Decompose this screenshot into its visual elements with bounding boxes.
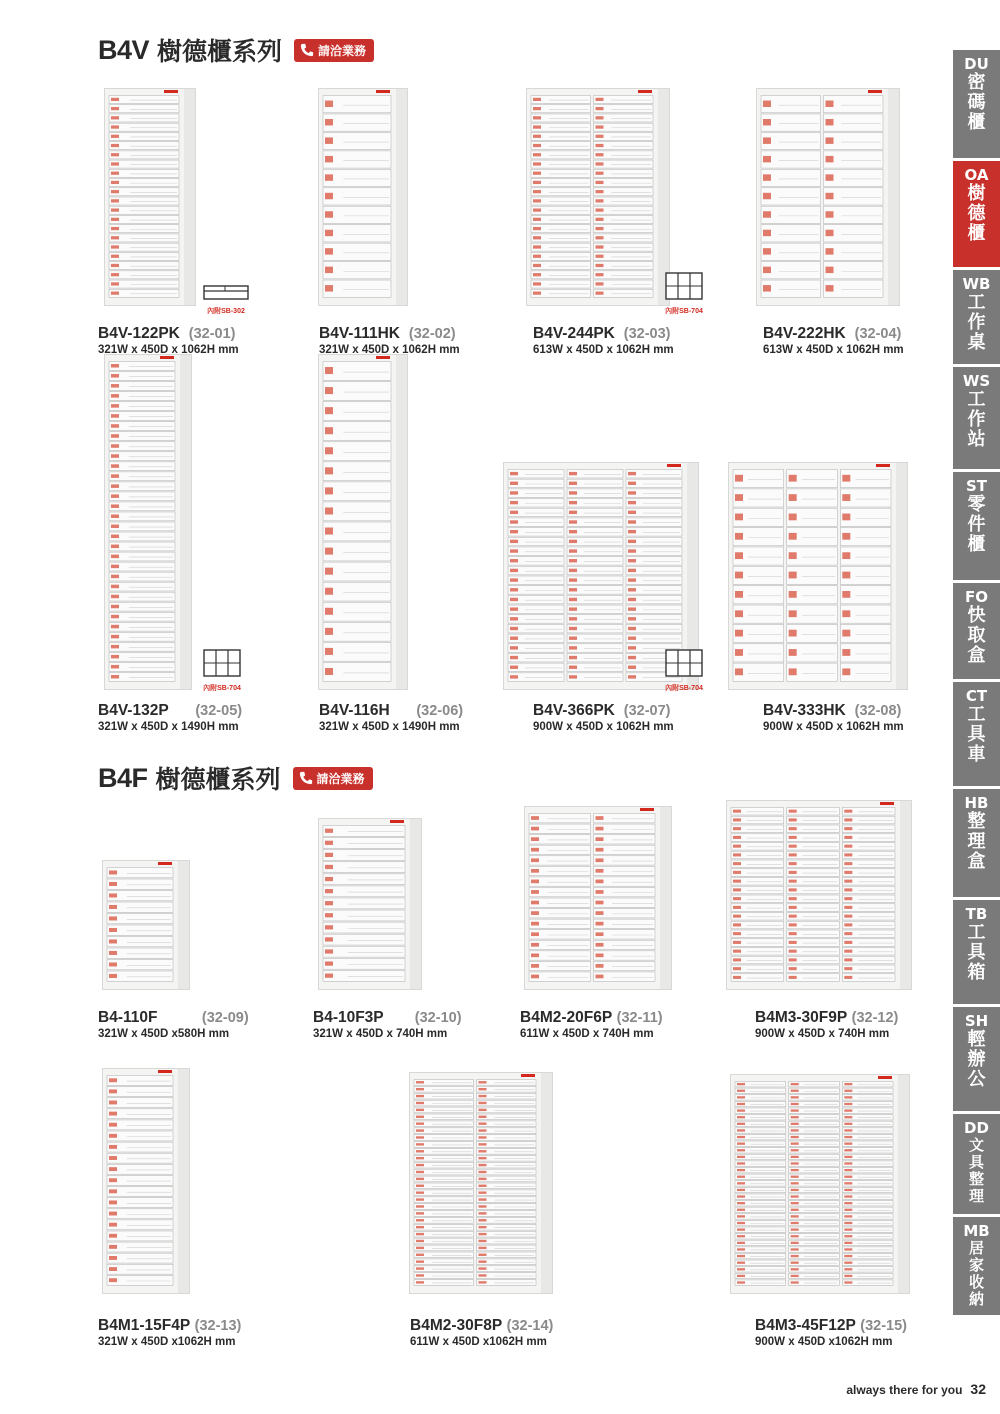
product-dimensions: 321W x 450D x 1490H mm [98,721,239,733]
product-model: B4M1-15F4P [98,1317,191,1334]
product-code: (32-05) [195,703,243,719]
product-caption [533,325,674,356]
sidebar-tab-oa[interactable] [953,161,1000,267]
product-code: (32-04) [854,326,902,342]
product-code: (32-01) [188,326,236,342]
cabinet-image [728,462,908,690]
sidebar-tab-code: HB [964,794,989,812]
cabinet-image [524,806,672,990]
accessory-tray-icon [664,648,704,678]
product-model: B4V-111HK [319,325,400,342]
sidebar-tab-label: 工 具 車 [967,704,986,765]
product-dimensions: 611W x 450D x1062H mm [410,1336,547,1348]
sidebar-tab-code: DU [964,55,989,73]
product-dimensions: 900W x 450D x1062H mm [755,1336,893,1348]
product-model: B4M2-20F6P [520,1009,613,1026]
cabinet-image [726,800,912,990]
product-model: B4V-222HK [763,325,846,342]
cabinet-image [756,88,900,306]
product-model: B4-110F [98,1009,158,1026]
product-model: B4M3-30F9P [755,1009,848,1026]
sidebar-tab-label: 零 件 櫃 [967,494,986,555]
product-model: B4M2-30F8P [410,1317,503,1334]
accessory-tray-icon [202,648,242,678]
product-caption [98,702,242,733]
category-sidebar [953,50,1000,1318]
product-code: (32-08) [854,703,902,719]
product-caption [755,1317,907,1348]
sidebar-tab-wb[interactable] [953,270,1000,364]
sidebar-tab-ct[interactable] [953,682,1000,786]
footer-slogan: always there for you [846,1383,963,1397]
accessory-sb704 [664,271,704,316]
product-model: B4-10F3P [313,1009,384,1026]
product-code: (32-09) [201,1010,249,1026]
series-title: 樹德櫃系列 [157,38,283,66]
product-code: (32-13) [194,1318,242,1334]
sidebar-tab-mb[interactable] [953,1217,1000,1315]
sidebar-tab-label: 密 碼 櫃 [967,72,986,133]
product-code: (32-10) [414,1010,462,1026]
product-caption [763,325,904,356]
series-title: 樹德櫃系列 [155,766,281,794]
product-dimensions: 321W x 450D x 1490H mm [319,721,460,733]
cabinet-image [318,88,408,306]
sidebar-tab-label: 工 作 桌 [967,292,986,353]
sidebar-tab-st[interactable] [953,472,1000,580]
product-code: (32-11) [616,1010,663,1026]
accessory-sb704 [664,648,704,693]
product-caption [763,702,904,733]
product-caption [98,325,239,356]
sidebar-tab-code: CT [965,687,988,705]
series-code: B4F [98,762,148,793]
product-model: B4V-244PK [533,325,615,342]
accessory-label: 內附SB-704 [665,685,703,692]
accessory-sb704 [202,648,242,693]
sidebar-tab-code: OA [964,166,989,184]
product-caption [313,1009,462,1040]
phone-icon [299,771,313,785]
product-code: (32-14) [506,1318,554,1334]
product-dimensions: 900W x 450D x 1062H mm [763,721,904,733]
product-model: B4V-366PK [533,702,615,719]
sidebar-tab-code: WB [962,275,991,293]
product-code: (32-03) [623,326,671,342]
sidebar-tab-label: 工 具 箱 [967,922,986,983]
sidebar-tab-code: DD [964,1119,989,1137]
product-caption [410,1317,553,1348]
product-model: B4V-333HK [763,702,846,719]
product-caption [98,1009,249,1040]
product-dimensions: 321W x 450D x 1062H mm [98,344,239,356]
cabinet-image [104,88,196,306]
sidebar-tab-code: TB [965,905,988,923]
cabinet-image [104,354,192,690]
product-model: B4V-132P [98,702,169,719]
product-caption [98,1317,241,1348]
contact-label: 請洽業務 [316,771,365,786]
product-model: B4M3-45F12P [755,1317,856,1334]
product-code: (32-15) [860,1318,907,1334]
product-caption [319,702,463,733]
product-dimensions: 613W x 450D x 1062H mm [763,344,904,356]
product-code: (32-02) [408,326,456,342]
accessory-label: 內附SB-302 [207,308,245,315]
accessory-tray-icon [203,283,249,301]
product-caption [319,325,460,356]
series-code: B4V [98,34,150,65]
sidebar-tab-code: ST [965,477,988,495]
product-caption [755,1009,898,1040]
product-code: (32-06) [416,703,464,719]
product-dimensions: 321W x 450D x580H mm [98,1028,230,1040]
cabinet-image [102,860,190,990]
cabinet-image [730,1074,910,1294]
contact-sales-badge [294,39,374,62]
sidebar-tab-ws[interactable] [953,367,1000,469]
sidebar-tab-label: 樹 德 櫃 [967,183,986,244]
phone-icon [300,43,314,57]
sidebar-tab-label: 輕 辦 公 [967,1029,986,1090]
product-dimensions: 900W x 450D x 740H mm [755,1028,890,1040]
sidebar-tab-hb[interactable] [953,789,1000,897]
product-dimensions: 321W x 450D x1062H mm [98,1336,236,1348]
section-title-b4v [98,32,374,68]
sidebar-tab-code: FO [965,588,988,606]
sidebar-tab-dd[interactable] [953,1114,1000,1214]
contact-label: 請洽業務 [318,43,367,58]
accessory-tray-icon [664,271,704,301]
cabinet-image [318,818,422,990]
product-model: B4V-122PK [98,325,180,342]
accessory-sb302 [203,283,249,316]
sidebar-tab-tb[interactable] [953,900,1000,1004]
product-dimensions: 321W x 450D x 1062H mm [319,344,460,356]
product-model: B4V-116H [319,702,390,719]
sidebar-tab-label: 居 家 收 納 [968,1239,984,1308]
product-caption [533,702,674,733]
product-dimensions: 321W x 450D x 740H mm [313,1028,448,1040]
product-code: (32-12) [851,1010,899,1026]
sidebar-tab-sh[interactable] [953,1007,1000,1111]
sidebar-tab-code: MB [963,1222,990,1240]
page-footer [846,1381,986,1397]
sidebar-tab-code: WS [962,372,991,390]
contact-sales-badge [293,767,373,790]
cabinet-image [102,1068,190,1294]
product-code: (32-07) [623,703,671,719]
sidebar-tab-label: 文 具 整 理 [968,1136,984,1205]
accessory-label: 內附SB-704 [203,685,241,692]
product-dimensions: 900W x 450D x 1062H mm [533,721,674,733]
cabinet-image [526,88,670,306]
page-number: 32 [970,1381,986,1397]
product-caption [520,1009,663,1040]
product-dimensions: 613W x 450D x 1062H mm [533,344,674,356]
section-title-b4f [98,760,373,796]
product-dimensions: 611W x 450D x 740H mm [520,1028,654,1040]
sidebar-tab-fo[interactable] [953,583,1000,679]
sidebar-tab-label: 整 理 盒 [967,811,986,872]
accessory-label: 內附SB-704 [665,308,703,315]
cabinet-image [409,1072,553,1294]
sidebar-tab-du[interactable] [953,50,1000,158]
sidebar-tab-label: 快 取 盒 [967,605,986,666]
sidebar-tab-label: 工 作 站 [967,389,986,450]
cabinet-image [318,354,408,690]
sidebar-tab-code: SH [964,1012,989,1030]
